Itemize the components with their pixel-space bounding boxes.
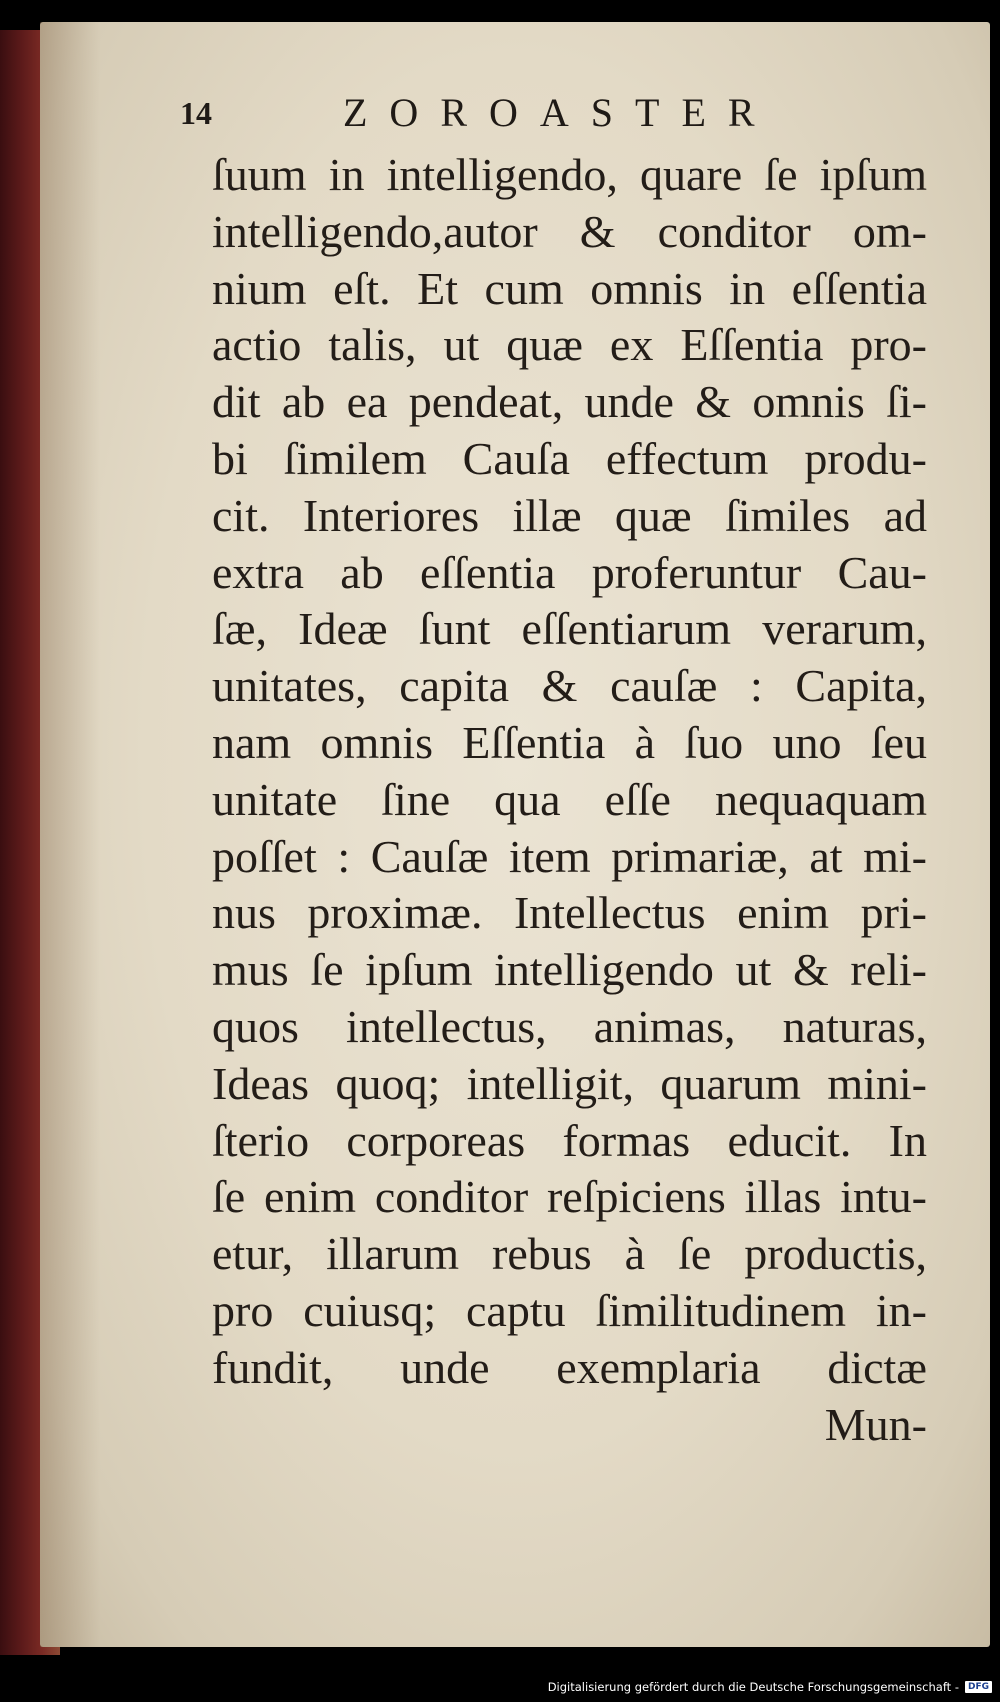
text-line: mus ſe ipſum intelligendo ut & reli- (212, 944, 927, 996)
text-line: Ideas quoq; intelligit, quarum mini- (212, 1057, 927, 1109)
catchword: Mun- (824, 1398, 927, 1450)
text-line: dit ab ea pendeat, unde & omnis ſi- (212, 376, 927, 428)
text-line: poſſet : Cauſæ item primariæ, at mi- (212, 830, 927, 882)
running-head: ZOROASTER (343, 90, 777, 135)
text-line: cit. Interiores illæ quæ ſimiles ad (212, 489, 927, 541)
text-line: unitates, capita & cauſæ : Capita, (212, 660, 927, 712)
body-text (212, 147, 927, 1453)
page-gutter-shadow (40, 22, 100, 1647)
text-line: intelligendo,autor & conditor om- (212, 205, 927, 257)
text-line: ſuum in intelligendo, quare ſe ipſum (212, 149, 927, 200)
text-line: ſe enim conditor reſpiciens illas intu- (212, 1171, 927, 1223)
text-line: ſterio corporeas formas educit. In (212, 1114, 927, 1166)
text-line: quos intellectus, animas, naturas, (212, 1000, 927, 1052)
text-line: bi ſimilem Cauſa effectum produ- (212, 432, 927, 484)
funding-credit: Digitalisierung gefördert durch die Deutsche Forschungsgemeinschaft - (547, 1680, 959, 1694)
text-line: ſæ, Ideæ ſunt eſſentiarum verarum, (212, 603, 927, 655)
text-line: actio talis, ut quæ ex Eſſentia pro- (212, 319, 927, 371)
text-line: extra ab eſſentia proferuntur Cau- (212, 546, 927, 598)
text-line: nium eſt. Et cum omnis in eſſentia (212, 262, 927, 314)
text-line: unitate ſine qua eſſe nequaquam (212, 773, 927, 825)
text-line: nam omnis Eſſentia à ſuo uno ſeu (212, 716, 927, 768)
page-header (180, 88, 800, 138)
digitization-footer (548, 1676, 992, 1698)
text-line: nus proximæ. Intellectus enim pri- (212, 887, 927, 939)
page-number: 14 (180, 95, 212, 131)
text-line: etur, illarum rebus à ſe productis, (212, 1228, 927, 1280)
dfg-logo: DFG (965, 1681, 992, 1693)
text-line: fundit, unde exemplaria dictæ (212, 1341, 927, 1393)
text-line: pro cuiusq; captu ſimilitudinem in- (212, 1284, 927, 1336)
